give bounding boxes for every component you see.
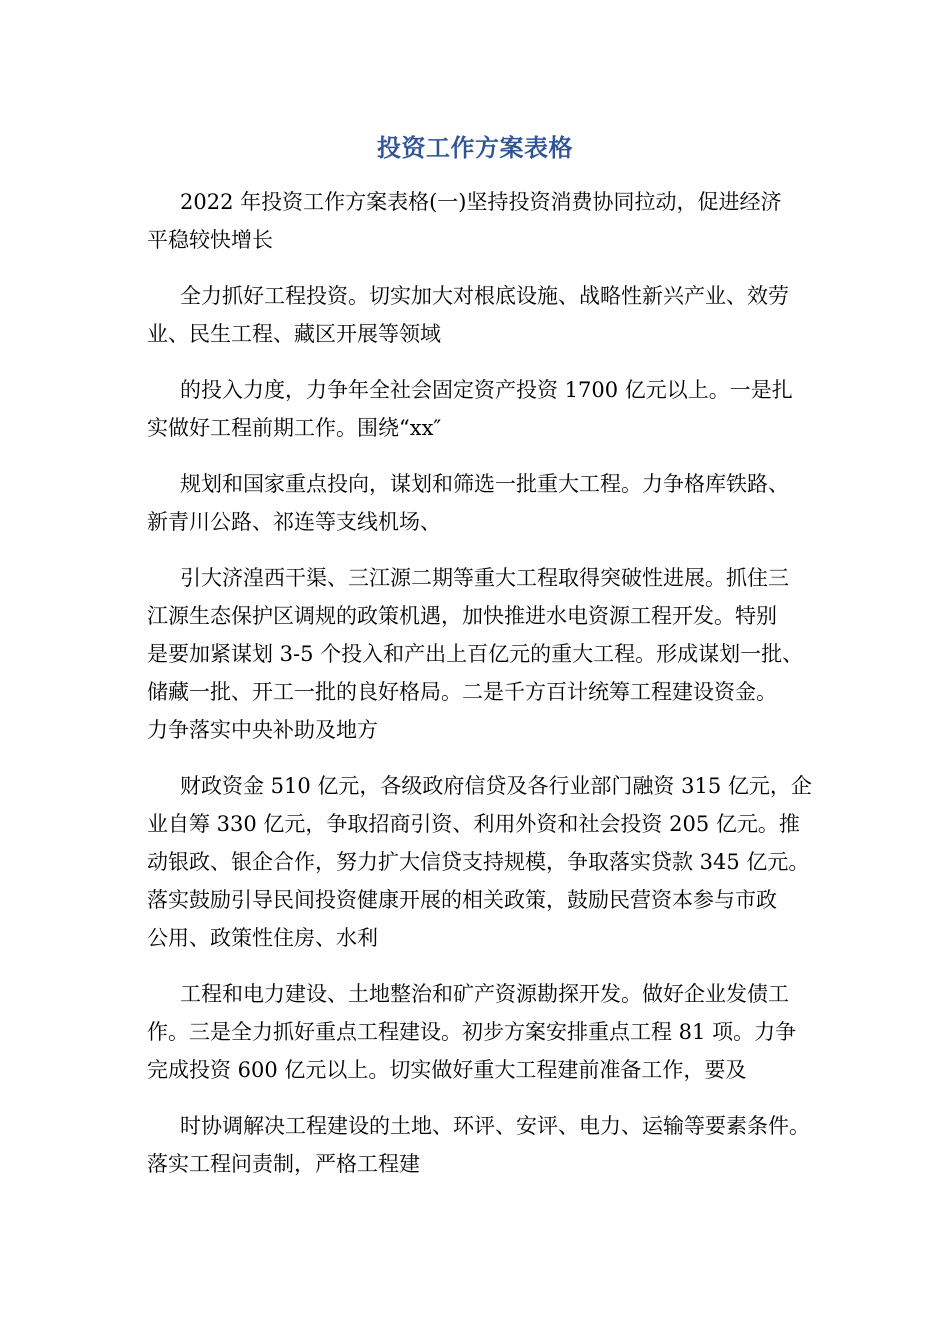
paragraph-line: 落实工程问责制，严格工程建 bbox=[147, 1152, 420, 1176]
paragraph-2 bbox=[147, 277, 847, 353]
paragraph-line: 力争落实中央补助及地方 bbox=[147, 718, 378, 742]
paragraph-5 bbox=[147, 559, 847, 749]
paragraph-1 bbox=[147, 183, 847, 259]
paragraph-line: 财政资金 510 亿元，各级政府信贷及各行业部门融资 315 亿元，企 bbox=[180, 774, 812, 798]
paragraph-line: 落实鼓励引导民间投资健康开展的相关政策，鼓励民营资本参与市政 bbox=[147, 888, 777, 912]
paragraph-line: 新青川公路、祁连等支线机场、 bbox=[147, 510, 441, 534]
paragraph-8 bbox=[147, 1107, 847, 1183]
document-title: 投资工作方案表格 bbox=[377, 134, 573, 162]
paragraph-line: 时协调解决工程建设的土地、环评、安评、电力、运输等要素条件。 bbox=[180, 1114, 810, 1138]
paragraph-line: 工程和电力建设、土地整治和矿产资源勘探开发。做好企业发债工 bbox=[180, 982, 789, 1006]
paragraph-line: 是要加紧谋划 3-5 个投入和产出上百亿元的重大工程。形成谋划一批、 bbox=[147, 642, 804, 666]
paragraph-line: 的投入力度，力争年全社会固定资产投资 1700 亿元以上。一是扎 bbox=[180, 378, 793, 402]
paragraph-line: 业自筹 330 亿元，争取招商引资、利用外资和社会投资 205 亿元。推 bbox=[147, 812, 800, 836]
paragraph-line: 作。三是全力抓好重点工程建设。初步方案安排重点工程 81 项。力争 bbox=[147, 1020, 797, 1044]
paragraph-line: 2022 年投资工作方案表格(一)坚持投资消费协同拉动，促进经济 bbox=[180, 190, 782, 214]
paragraph-line: 全力抓好工程投资。切实加大对根底设施、战略性新兴产业、效劳 bbox=[180, 284, 789, 308]
paragraph-line: 完成投资 600 亿元以上。切实做好重大工程建前准备工作，要及 bbox=[147, 1058, 747, 1082]
paragraph-line: 储藏一批、开工一批的良好格局。二是千方百计统筹工程建设资金。 bbox=[147, 680, 777, 704]
paragraph-line: 动银政、银企合作，努力扩大信贷支持规模，争取落实贷款 345 亿元。 bbox=[147, 850, 810, 874]
paragraph-line: 实做好工程前期工作。围绕“xx″ bbox=[147, 416, 442, 440]
paragraph-line: 江源生态保护区调规的政策机遇，加快推进水电资源工程开发。特别 bbox=[147, 604, 777, 628]
paragraph-line: 规划和国家重点投向，谋划和筛选一批重大工程。力争格库铁路、 bbox=[180, 472, 789, 496]
paragraph-4 bbox=[147, 465, 847, 541]
paragraph-line: 引大济湟西干渠、三江源二期等重大工程取得突破性进展。抓住三 bbox=[180, 566, 789, 590]
paragraph-line: 业、民生工程、藏区开展等领域 bbox=[147, 322, 441, 346]
paragraph-7 bbox=[147, 975, 847, 1089]
paragraph-line: 公用、政策性住房、水利 bbox=[147, 926, 378, 950]
paragraph-6 bbox=[147, 767, 847, 957]
paragraph-3 bbox=[147, 371, 847, 447]
paragraph-line: 平稳较快增长 bbox=[147, 228, 273, 252]
document-body bbox=[147, 183, 847, 1201]
